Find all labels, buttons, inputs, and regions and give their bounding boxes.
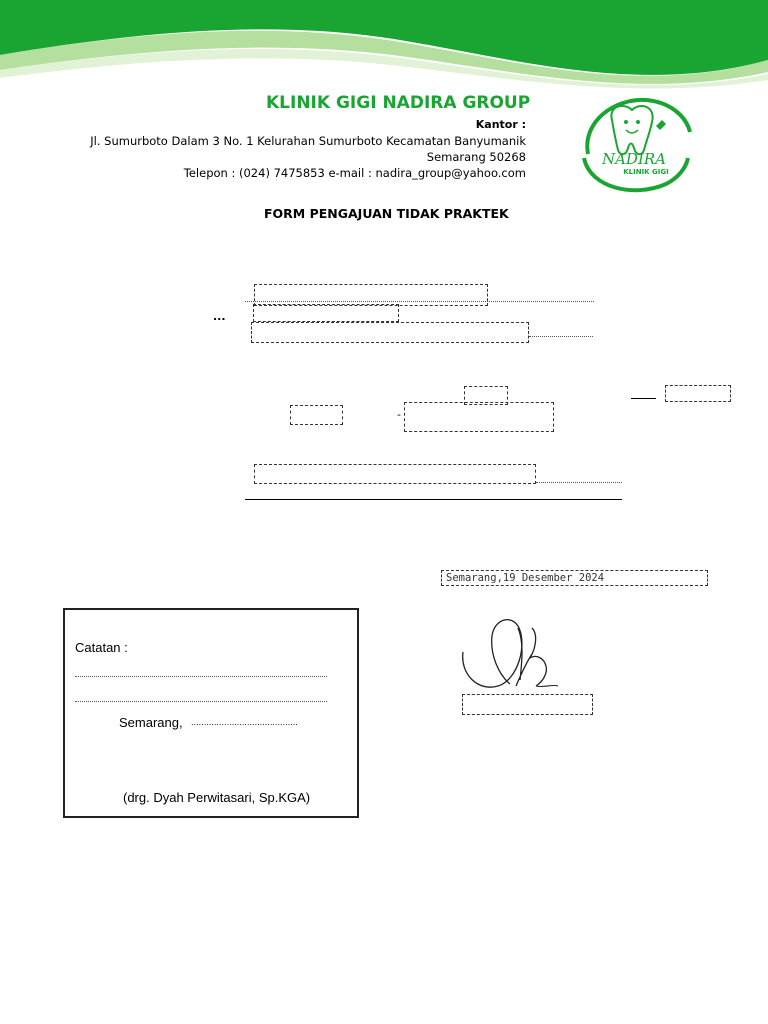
logo-brand-text: NADIRA — [601, 150, 667, 168]
notes-box — [63, 608, 359, 818]
address-line-1: Jl. Sumurboto Dalam 3 No. 1 Kelurahan Sumurboto Kecamatan Banyumanik — [90, 134, 526, 148]
address-line-2: Semarang 50268 — [426, 150, 526, 164]
dotted-line-3 — [536, 482, 622, 483]
notes-signatory: (drg. Dyah Perwitasari, Sp.KGA) — [123, 790, 311, 805]
logo-subtitle-text: KLINIK GIGI — [623, 168, 669, 176]
field-dash-marker: - — [397, 408, 401, 421]
notes-dotted-line-2 — [75, 701, 327, 702]
signature-icon — [458, 614, 568, 696]
notes-place-label: Semarang, — [119, 715, 183, 730]
form-field-name[interactable] — [254, 284, 488, 306]
form-field-replacement[interactable] — [254, 464, 536, 484]
notes-place-dots: .......................................... — [191, 718, 298, 727]
office-label: Kantor : — [475, 118, 526, 131]
form-title: FORM PENGAJUAN TIDAK PRAKTEK — [264, 206, 509, 221]
clinic-name: KLINIK GIGI NADIRA GROUP — [266, 93, 531, 113]
form-field-position[interactable] — [251, 322, 529, 343]
dotted-line-1 — [245, 301, 594, 302]
date-field[interactable]: Semarang,19 Desember 2024 — [441, 570, 708, 586]
field-marker-dots: ... — [213, 310, 226, 323]
form-field-count[interactable] — [290, 405, 343, 425]
form-field-id[interactable] — [253, 304, 399, 322]
dotted-line-2 — [529, 336, 593, 337]
contact-line: Telepon : (024) 7475853 e-mail : nadira_group@yahoo.com — [183, 166, 526, 180]
header-wave-decoration — [0, 0, 768, 100]
signature-name-field[interactable] — [462, 694, 593, 715]
notes-dotted-line-1 — [75, 676, 327, 677]
form-field-reason[interactable] — [404, 402, 554, 432]
form-field-date-end[interactable] — [665, 385, 731, 402]
clinic-logo-icon — [574, 92, 694, 196]
form-underline — [245, 499, 622, 500]
notes-label: Catatan : — [75, 640, 128, 655]
separator-line — [631, 398, 656, 399]
